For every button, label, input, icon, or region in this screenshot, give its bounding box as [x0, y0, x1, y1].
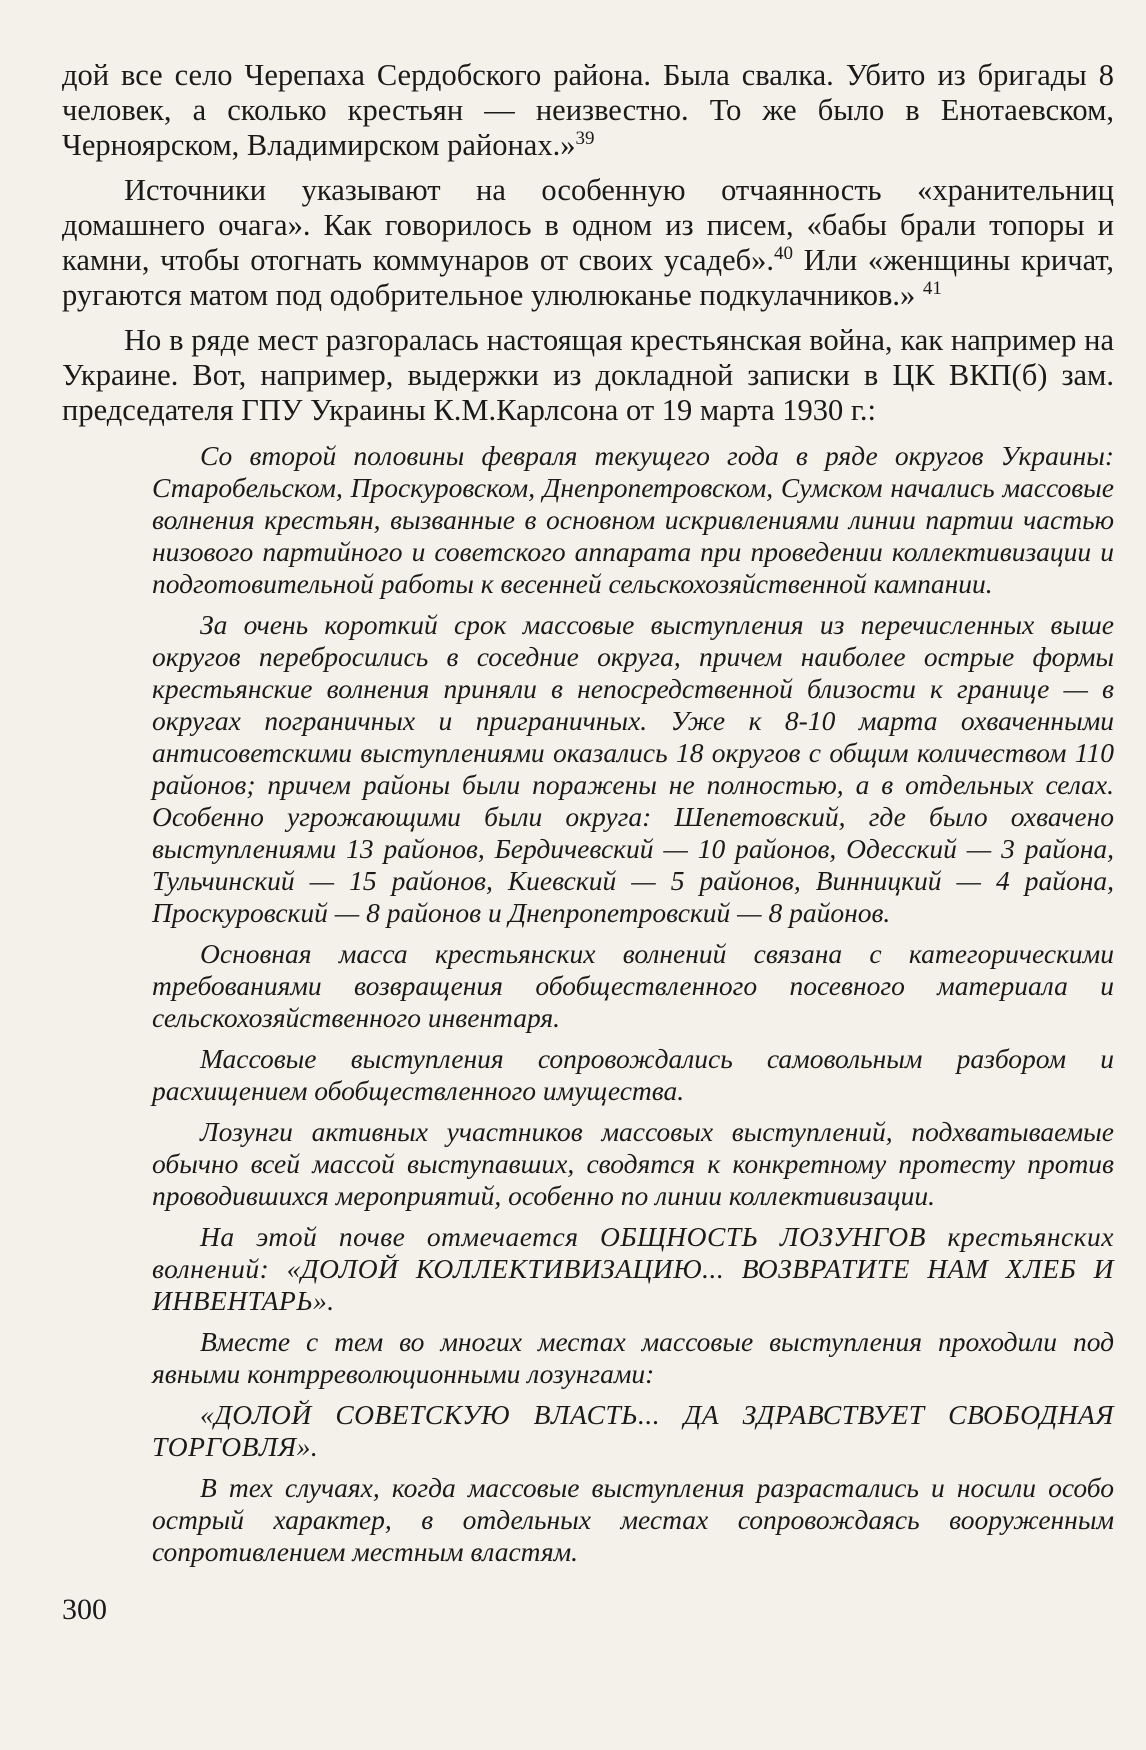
paragraph-text: дой все село Черепаха Сердобского района. Была свалка. Убито из бригады 8 человек, а сколько крестьян — неизвестно. То же было в Енотаевском, Черноярском, Владимирском районах.»	[62, 58, 1114, 162]
quote-paragraph: Вместе с тем во многих местах массовые выступления проходили под явными контрреволюционными лозунгами:	[152, 1326, 1114, 1389]
paragraph-text: Источники указывают на особенную отчаянность «хранительниц домашнего очага». Как говорилось в одном из писем, «бабы брали топоры и камни, чтобы отогнать коммунаров от своих усадеб».	[62, 173, 1114, 277]
footnote-ref: 40	[774, 242, 793, 264]
page-number: 300	[62, 1593, 107, 1626]
footnote-ref: 39	[575, 127, 595, 149]
paragraph-ukraine: Но в ряде мест разгоралась настоящая крестьянская война, как например на Украине. Вот, например, выдержки из докладной записки в ЦК ВКП(б) зам. председателя ГПУ Украины К.М.Карлсона от 19 марта 1930 г.:	[62, 323, 1114, 427]
quote-paragraph: Со второй половины февраля текущего года в ряде округов Украины: Старобельском, Проскуровском, Днепропетровском, Сумском начались массовые волнения крестьян, вызванные в основном искривлениями линии партии частью низового партийного и советского аппарата при проведении коллективизации и подготовительной работы к весенней сельскохозяйственной кампании.	[152, 440, 1114, 599]
paragraph-text: Или «женщины кричат, ругаются матом под одобрительное улюлюканье подкулачников.»	[62, 243, 1114, 312]
quote-paragraph: «ДОЛОЙ СОВЕТСКУЮ ВЛАСТЬ... ДА ЗДРАВСТВУЕТ СВОБОДНАЯ ТОРГОВЛЯ».	[152, 1399, 1114, 1462]
quote-paragraph: В тех случаях, когда массовые выступления разрастались и носили особо острый характер, в отдельных местах сопровождаясь вооруженным сопротивлением местным властям.	[152, 1472, 1114, 1567]
page-body	[62, 58, 1114, 1577]
block-quote	[62, 440, 1114, 1568]
quote-paragraph: На этой почве отмечается ОБЩНОСТЬ ЛОЗУНГОВ крестьянских волнений: «ДОЛОЙ КОЛЛЕКТИВИЗАЦИЮ... ВОЗВРАТИТЕ НАМ ХЛЕБ И ИНВЕНТАРЬ».	[152, 1221, 1114, 1316]
quote-paragraph: Лозунги активных участников массовых выступлений, подхватываемые обычно всей массой выступавших, сводятся к конкретному протесту против проводившихся мероприятий, особенно по линии коллективизации.	[152, 1116, 1114, 1211]
quote-paragraph: Массовые выступления сопровождались самовольным разбором и расхищением обобществленного имущества.	[152, 1043, 1114, 1106]
quote-paragraph: Основная масса крестьянских волнений связана с категорическими требованиями возвращения обобществленного посевного материала и сельскохозяйственного инвентаря.	[152, 938, 1114, 1033]
paragraph-sources	[62, 173, 1114, 313]
quote-paragraph: За очень короткий срок массовые выступления из перечисленных выше округов перебросились в соседние округа, причем наиболее острые формы крестьянские волнения приняли в непосредственной близости к границе — в округах пограничных и приграничных. Уже к 8-10 марта охваченными антисоветскими выступлениями оказались 18 округов с общим количеством 110 районов; причем районы были поражены не полностью, а в отдельных селах. Особенно угрожающими были округа: Шепетовский, где было охвачено выступлениями 13 районов, Бердичевский — 10 районов, Одесский — 3 района, Тульчинский — 15 районов, Киевский — 5 районов, Винницкий — 4 района, Проскуровский — 8 районов и Днепропетровский — 8 районов.	[152, 609, 1114, 928]
footnote-ref: 41	[922, 277, 942, 299]
paragraph-continuation	[62, 58, 1114, 163]
